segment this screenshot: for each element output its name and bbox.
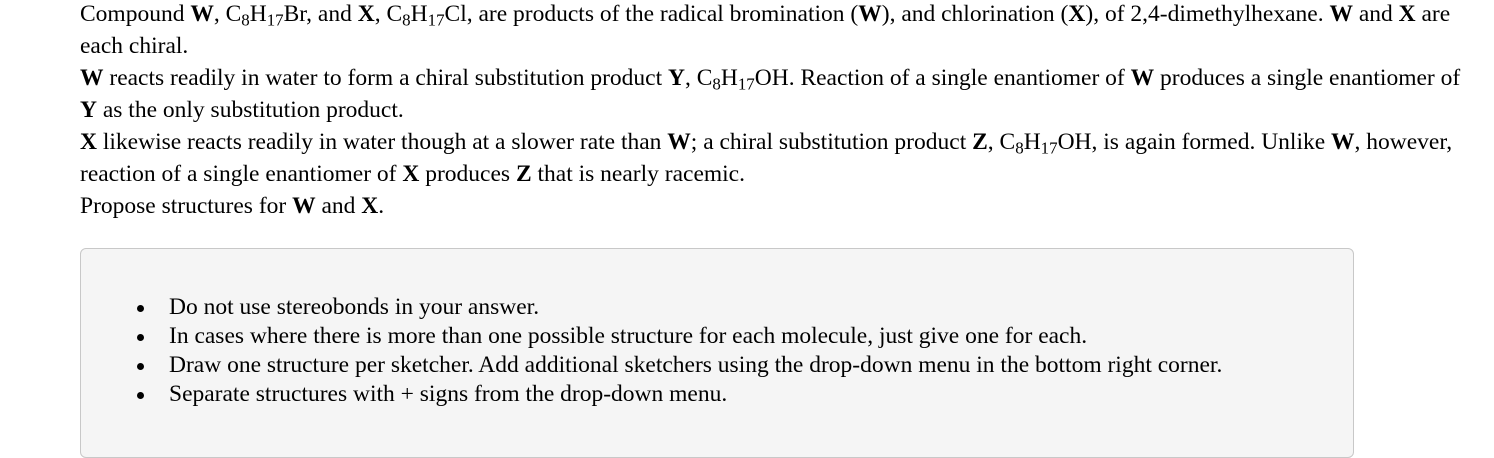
instruction-item: In cases where there is more than one possible structure for each molecule, just give one for each. [133,322,1222,351]
compound-y-label: Y [667,65,685,91]
compound-z-label: Z [972,129,988,155]
compound-w-label: W [190,1,214,27]
question-paragraph-2: W reacts readily in water to form a chiral substitution product Y, $C_8H_{17}OH$. Reaction of a single enantiomer of W produces a single enantiomer of Y as the only substitution product. [80,65,1461,123]
question-paragraph-3: X likewise reacts readily in water though at a slower rate than W; a chiral substitution product Z, $C_8H_{17}OH$, is again formed. Unlike W, however, reaction of a single enantiomer of X produces Z that is nearly racemic. [80,129,1453,187]
question-paragraph-1: Compound W, $C_8H_{17}Br$, and X, $C_8H_{17}Cl$, are products of the radical bromination (W), and chlorination (X), of 2,4-dimethylhexane. W and X are each chiral. [80,1,1451,59]
instructions-box [80,248,1354,458]
instruction-item: Do not use stereobonds in your answer. [133,293,1222,322]
question-text [80,0,1480,222]
instruction-item: Separate structures with + signs from the drop-down menu. [133,380,1222,409]
compound-x-label: X [357,1,375,27]
question-paragraph-4: Propose structures for W and X. [80,193,385,219]
instructions-list [133,293,1222,409]
instruction-item: Draw one structure per sketcher. Add additional sketchers using the drop-down menu in the bottom right corner. [133,351,1222,380]
